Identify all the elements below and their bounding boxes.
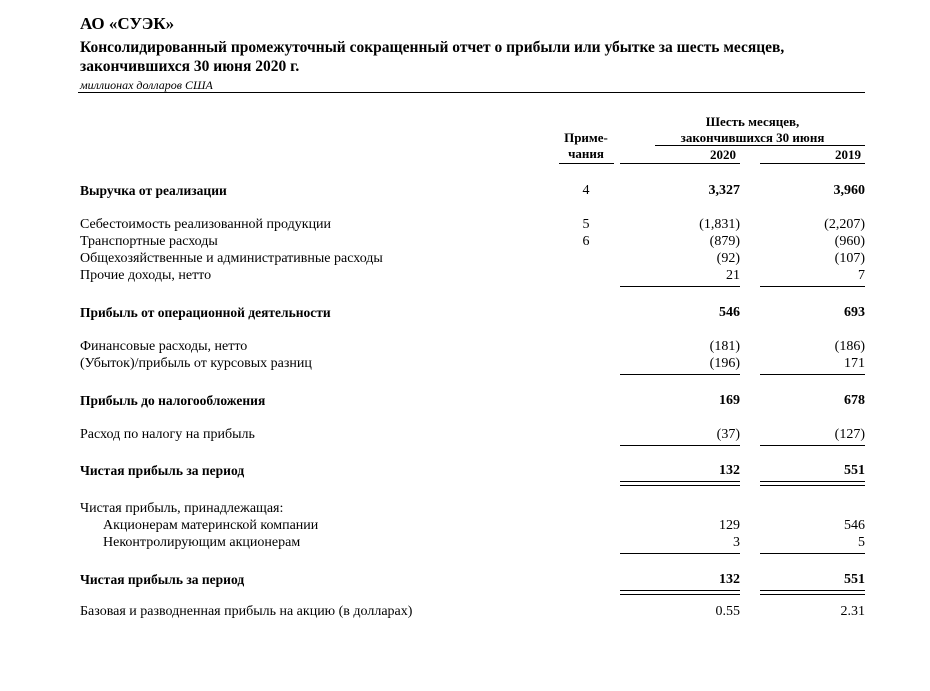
- table-row-profit-before-tax: [0, 393, 930, 411]
- value-2019: 171: [844, 356, 865, 371]
- table-row-eps: [0, 604, 930, 622]
- table-row: [0, 535, 930, 553]
- value-2020: 132: [719, 463, 740, 478]
- year-2019-rule: [760, 163, 865, 164]
- row-label: Прочие доходы, нетто: [80, 268, 212, 283]
- row-note: 5: [582, 217, 590, 232]
- row-label: Общехозяйственные и административные расходы: [80, 251, 383, 266]
- row-label: Неконтролирующим акционерам: [103, 535, 301, 550]
- row-label: Чистая прибыль за период: [80, 463, 245, 478]
- value-2019: 2.31: [840, 604, 865, 619]
- value-2019: 7: [858, 268, 865, 283]
- row-label: Чистая прибыль, принадлежащая:: [80, 501, 284, 516]
- total-double-rule: [760, 590, 865, 595]
- value-2020: 546: [719, 305, 740, 320]
- value-2020: (37): [716, 427, 740, 442]
- value-2020: 169: [719, 393, 740, 408]
- value-2019: 678: [844, 393, 865, 408]
- table-row: [0, 501, 930, 519]
- value-2020: 132: [719, 572, 740, 587]
- value-2020: 0.55: [715, 604, 740, 619]
- value-2020: (92): [716, 251, 740, 266]
- value-2020: (196): [709, 356, 740, 371]
- value-2020: 129: [719, 518, 740, 533]
- table-row: [0, 356, 930, 374]
- subtotal-rule: [760, 553, 865, 554]
- row-label: (Убыток)/прибыль от курсовых разниц: [80, 356, 312, 371]
- value-2019: 693: [844, 305, 865, 320]
- notes-header-line2: чания: [568, 146, 604, 161]
- notes-header-line1: Приме-: [564, 130, 608, 145]
- value-2020: (1,831): [699, 217, 740, 232]
- table-row: [0, 427, 930, 445]
- subtotal-rule: [760, 286, 865, 287]
- table-row: [0, 234, 930, 252]
- period-header-line2: закончившихся 30 июня: [680, 130, 825, 145]
- value-2019: (960): [834, 234, 865, 249]
- company-name: АО «СУЭК»: [80, 14, 175, 33]
- subtotal-rule: [760, 445, 865, 446]
- total-double-rule: [620, 590, 740, 595]
- value-2020: (879): [709, 234, 740, 249]
- value-2019: 3,960: [833, 183, 865, 198]
- value-2020: 3: [733, 535, 740, 550]
- row-label: Чистая прибыль за период: [80, 572, 245, 587]
- period-header-line1: Шесть месяцев,: [705, 114, 800, 129]
- table-row: [0, 518, 930, 536]
- total-double-rule: [760, 481, 865, 486]
- table-row: [0, 339, 930, 357]
- report-title-line2: закончившихся 30 июня 2020 г.: [80, 58, 300, 75]
- row-note: 6: [582, 234, 590, 249]
- row-label: Акционерам материнской компании: [103, 518, 319, 533]
- row-note: 4: [582, 183, 590, 198]
- table-row: [0, 251, 930, 269]
- row-label: Прибыль от операционной деятельности: [80, 305, 331, 320]
- value-2019: (2,207): [824, 217, 865, 232]
- notes-header-rule: [559, 163, 614, 164]
- value-2020: 3,327: [708, 183, 740, 198]
- table-row: [0, 217, 930, 235]
- notes-column-header: [556, 130, 616, 162]
- report-title-line1: Консолидированный промежуточный сокращенный отчет о прибыли или убытке за шесть месяцев,: [80, 39, 785, 56]
- units-caption: миллионах долларов США: [80, 78, 213, 92]
- value-2019: 551: [844, 572, 865, 587]
- subtotal-rule: [620, 445, 740, 446]
- period-header-rule: [655, 145, 865, 146]
- value-2019: 551: [844, 463, 865, 478]
- total-double-rule: [620, 481, 740, 486]
- row-label: Выручка от реализации: [80, 183, 227, 198]
- value-2020: 21: [726, 268, 740, 283]
- row-label: Финансовые расходы, нетто: [80, 339, 248, 354]
- table-row-revenue: [0, 183, 930, 201]
- row-label: Базовая и разводненная прибыль на акцию (в долларах): [80, 604, 413, 619]
- value-2019: 546: [844, 518, 865, 533]
- row-label: Прибыль до налогообложения: [80, 393, 266, 408]
- row-label: Расход по налогу на прибыль: [80, 427, 255, 442]
- period-column-header: [640, 114, 865, 146]
- subtotal-rule: [760, 374, 865, 375]
- table-row: [0, 268, 930, 286]
- table-row-net-profit-total: [0, 572, 930, 590]
- table-row-operating-profit: [0, 305, 930, 323]
- subtotal-rule: [620, 374, 740, 375]
- value-2019: 5: [858, 535, 865, 550]
- value-2019: (127): [834, 427, 865, 442]
- year-2020-header: 2020: [710, 147, 736, 162]
- subtotal-rule: [620, 553, 740, 554]
- units-divider: [78, 92, 865, 93]
- row-label: Себестоимость реализованной продукции: [80, 217, 332, 232]
- year-2020-rule: [620, 163, 740, 164]
- value-2020: (181): [709, 339, 740, 354]
- subtotal-rule: [620, 286, 740, 287]
- value-2019: (186): [834, 339, 865, 354]
- value-2019: (107): [834, 251, 865, 266]
- year-2019-header: 2019: [835, 147, 861, 162]
- table-row-net-profit: [0, 463, 930, 481]
- row-label: Транспортные расходы: [80, 234, 218, 249]
